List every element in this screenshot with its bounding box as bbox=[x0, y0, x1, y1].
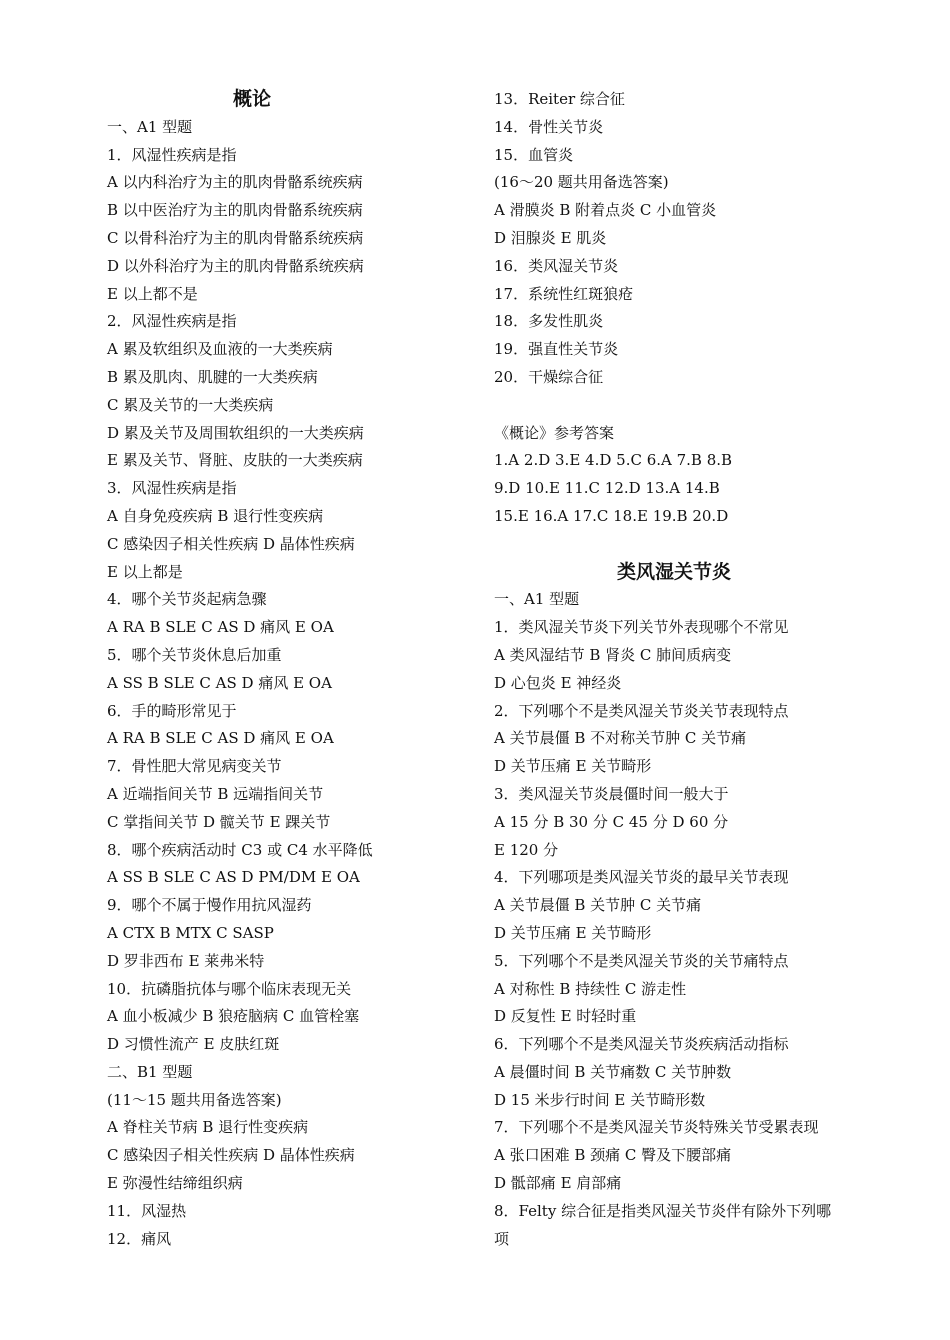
question-line: A 自身免疫疾病 B 退行性变疾病 bbox=[107, 506, 324, 525]
question-line: D 罗非西布 E 莱弗米特 bbox=[107, 951, 265, 970]
question-line: A 15 分 B 30 分 C 45 分 D 60 分 bbox=[494, 812, 729, 831]
question-line: 3．类风湿关节炎晨僵时间一般大于 bbox=[494, 784, 729, 803]
question-line: 7．骨性肥大常见病变关节 bbox=[107, 757, 282, 776]
question-line: A SS B SLE C AS D PM/DM E OA bbox=[107, 868, 360, 887]
question-line: 一、A1 型题 bbox=[107, 117, 193, 136]
question-line: A 滑膜炎 B 附着点炎 C 小血管炎 bbox=[494, 201, 717, 220]
section-title-ra: 类风湿关节炎 bbox=[616, 560, 731, 583]
question-line: A 脊柱关节病 B 退行性变疾病 bbox=[107, 1118, 309, 1137]
question-line: 4．哪个关节炎起病急骤 bbox=[107, 590, 267, 609]
answer-line: 1.A 2.D 3.E 4.D 5.C 6.A 7.B 8.B bbox=[494, 451, 733, 470]
question-line: 16．类风湿关节炎 bbox=[494, 256, 619, 275]
question-line: 7．下列哪个不是类风湿关节炎特殊关节受累表现 bbox=[494, 1118, 819, 1137]
question-line: 项 bbox=[494, 1229, 510, 1248]
question-line: A SS B SLE C AS D 痛风 E OA bbox=[107, 673, 332, 692]
question-line: (11～15 题共用备选答案) bbox=[107, 1090, 282, 1109]
question-line: A 晨僵时间 B 关节痛数 C 关节肿数 bbox=[494, 1062, 732, 1081]
question-line: A 关节晨僵 B 不对称关节肿 C 关节痛 bbox=[494, 729, 747, 748]
question-line: 8．哪个疾病活动时 C3 或 C4 水平降低 bbox=[107, 840, 373, 859]
answer-line: 15.E 16.A 17.C 18.E 19.B 20.D bbox=[494, 506, 729, 525]
question-line: C 累及关节的一大类疾病 bbox=[107, 395, 274, 414]
question-line: D 关节压痛 E 关节畸形 bbox=[494, 757, 652, 776]
question-line: A 类风湿结节 B 肾炎 C 肺间质病变 bbox=[494, 645, 732, 664]
question-line: 12．痛风 bbox=[107, 1229, 172, 1248]
question-line: D 泪腺炎 E 肌炎 bbox=[494, 228, 607, 247]
question-line: 19．强直性关节炎 bbox=[494, 340, 619, 359]
right-bottom-lines bbox=[494, 586, 854, 1253]
question-line: 2．下列哪个不是类风湿关节炎关节表现特点 bbox=[494, 701, 789, 720]
question-line: 18．多发性肌炎 bbox=[494, 312, 604, 331]
question-line: 8．Felty 综合征是指类风湿关节炎伴有除外下列哪 bbox=[494, 1201, 832, 1220]
question-line: C 掌指间关节 D 髋关节 E 踝关节 bbox=[107, 812, 331, 831]
question-line: (16～20 题共用备选答案) bbox=[494, 173, 669, 192]
question-line: E 累及关节、肾脏、皮肤的一大类疾病 bbox=[107, 451, 363, 470]
question-line: D 关节压痛 E 关节畸形 bbox=[494, 923, 652, 942]
question-line: A 关节晨僵 B 关节肿 C 关节痛 bbox=[494, 896, 702, 915]
spacer bbox=[494, 392, 854, 420]
question-line: A RA B SLE C AS D 痛风 E OA bbox=[107, 729, 334, 748]
question-line: E 以上都是 bbox=[107, 562, 183, 581]
right-top-lines bbox=[494, 86, 854, 392]
question-line: B 累及肌肉、肌腱的一大类疾病 bbox=[107, 367, 318, 386]
left-column bbox=[107, 86, 397, 1253]
right-column bbox=[494, 86, 854, 1253]
question-line: 17．系统性红斑狼疮 bbox=[494, 284, 634, 303]
answer-line: 《概论》参考答案 bbox=[494, 423, 615, 442]
question-line: A CTX B MTX C SASP bbox=[107, 923, 274, 942]
question-line: 10．抗磷脂抗体与哪个临床表现无关 bbox=[107, 979, 352, 998]
answer-key bbox=[494, 420, 854, 531]
question-line: C 感染因子相关性疾病 D 晶体性疾病 bbox=[107, 534, 355, 553]
question-line: 二、B1 型题 bbox=[107, 1062, 193, 1081]
section-title-overview: 概论 bbox=[232, 88, 271, 110]
question-line: C 感染因子相关性疾病 D 晶体性疾病 bbox=[107, 1146, 355, 1165]
question-line: 9．哪个不属于慢作用抗风湿药 bbox=[107, 896, 312, 915]
left-lines bbox=[107, 114, 397, 1254]
question-line: 1．类风湿关节炎下列关节外表现哪个不常见 bbox=[494, 618, 789, 637]
question-line: 15．血管炎 bbox=[494, 145, 574, 164]
question-line: 4．下列哪项是类风湿关节炎的最早关节表现 bbox=[494, 868, 789, 887]
question-line: E 120 分 bbox=[494, 840, 559, 859]
question-line: 1．风湿性疾病是指 bbox=[107, 145, 237, 164]
question-line: A 累及软组织及血液的一大类疾病 bbox=[107, 340, 333, 359]
answer-line: 9.D 10.E 11.C 12.D 13.A 14.B bbox=[494, 479, 720, 498]
question-line: 6．手的畸形常见于 bbox=[107, 701, 237, 720]
question-line: D 反复性 E 时轻时重 bbox=[494, 1007, 637, 1026]
question-line: 5．下列哪个不是类风湿关节炎的关节痛特点 bbox=[494, 951, 789, 970]
question-line: A 近端指间关节 B 远端指间关节 bbox=[107, 784, 324, 803]
question-line: 6．下列哪个不是类风湿关节炎疾病活动指标 bbox=[494, 1035, 789, 1054]
question-line: 一、A1 型题 bbox=[494, 590, 580, 609]
question-line: D 15 米步行时间 E 关节畸形数 bbox=[494, 1090, 706, 1109]
question-line: D 累及关节及周围软组织的一大类疾病 bbox=[107, 423, 364, 442]
question-line: E 弥漫性结缔组织病 bbox=[107, 1174, 243, 1193]
question-line: D 以外科治疗为主的肌肉骨骼系统疾病 bbox=[107, 256, 364, 275]
question-line: A 张口困难 B 颈痛 C 臀及下腰部痛 bbox=[494, 1146, 732, 1165]
question-line: D 习惯性流产 E 皮肤红斑 bbox=[107, 1035, 280, 1054]
question-line: 13．Reiter 综合征 bbox=[494, 90, 625, 108]
question-line: D 骶部痛 E 肩部痛 bbox=[494, 1174, 622, 1193]
question-line: 11．风湿热 bbox=[107, 1201, 187, 1220]
question-line: A 血小板减少 B 狼疮脑病 C 血管栓塞 bbox=[107, 1007, 360, 1026]
question-line: E 以上都不是 bbox=[107, 284, 198, 303]
question-line: D 心包炎 E 神经炎 bbox=[494, 673, 622, 692]
question-line: A 对称性 B 持续性 C 游走性 bbox=[494, 979, 687, 998]
spacer bbox=[494, 531, 854, 559]
question-line: 14．骨性关节炎 bbox=[494, 117, 604, 136]
question-line: A RA B SLE C AS D 痛风 E OA bbox=[107, 618, 334, 637]
question-line: B 以中医治疗为主的肌肉骨骼系统疾病 bbox=[107, 201, 363, 220]
question-line: 2．风湿性疾病是指 bbox=[107, 312, 237, 331]
question-line: 5．哪个关节炎休息后加重 bbox=[107, 645, 282, 664]
question-line: 3．风湿性疾病是指 bbox=[107, 479, 237, 498]
question-line: 20．干燥综合征 bbox=[494, 367, 604, 386]
question-line: C 以骨科治疗为主的肌肉骨骼系统疾病 bbox=[107, 228, 364, 247]
question-line: A 以内科治疗为主的肌肉骨骼系统疾病 bbox=[107, 173, 363, 192]
